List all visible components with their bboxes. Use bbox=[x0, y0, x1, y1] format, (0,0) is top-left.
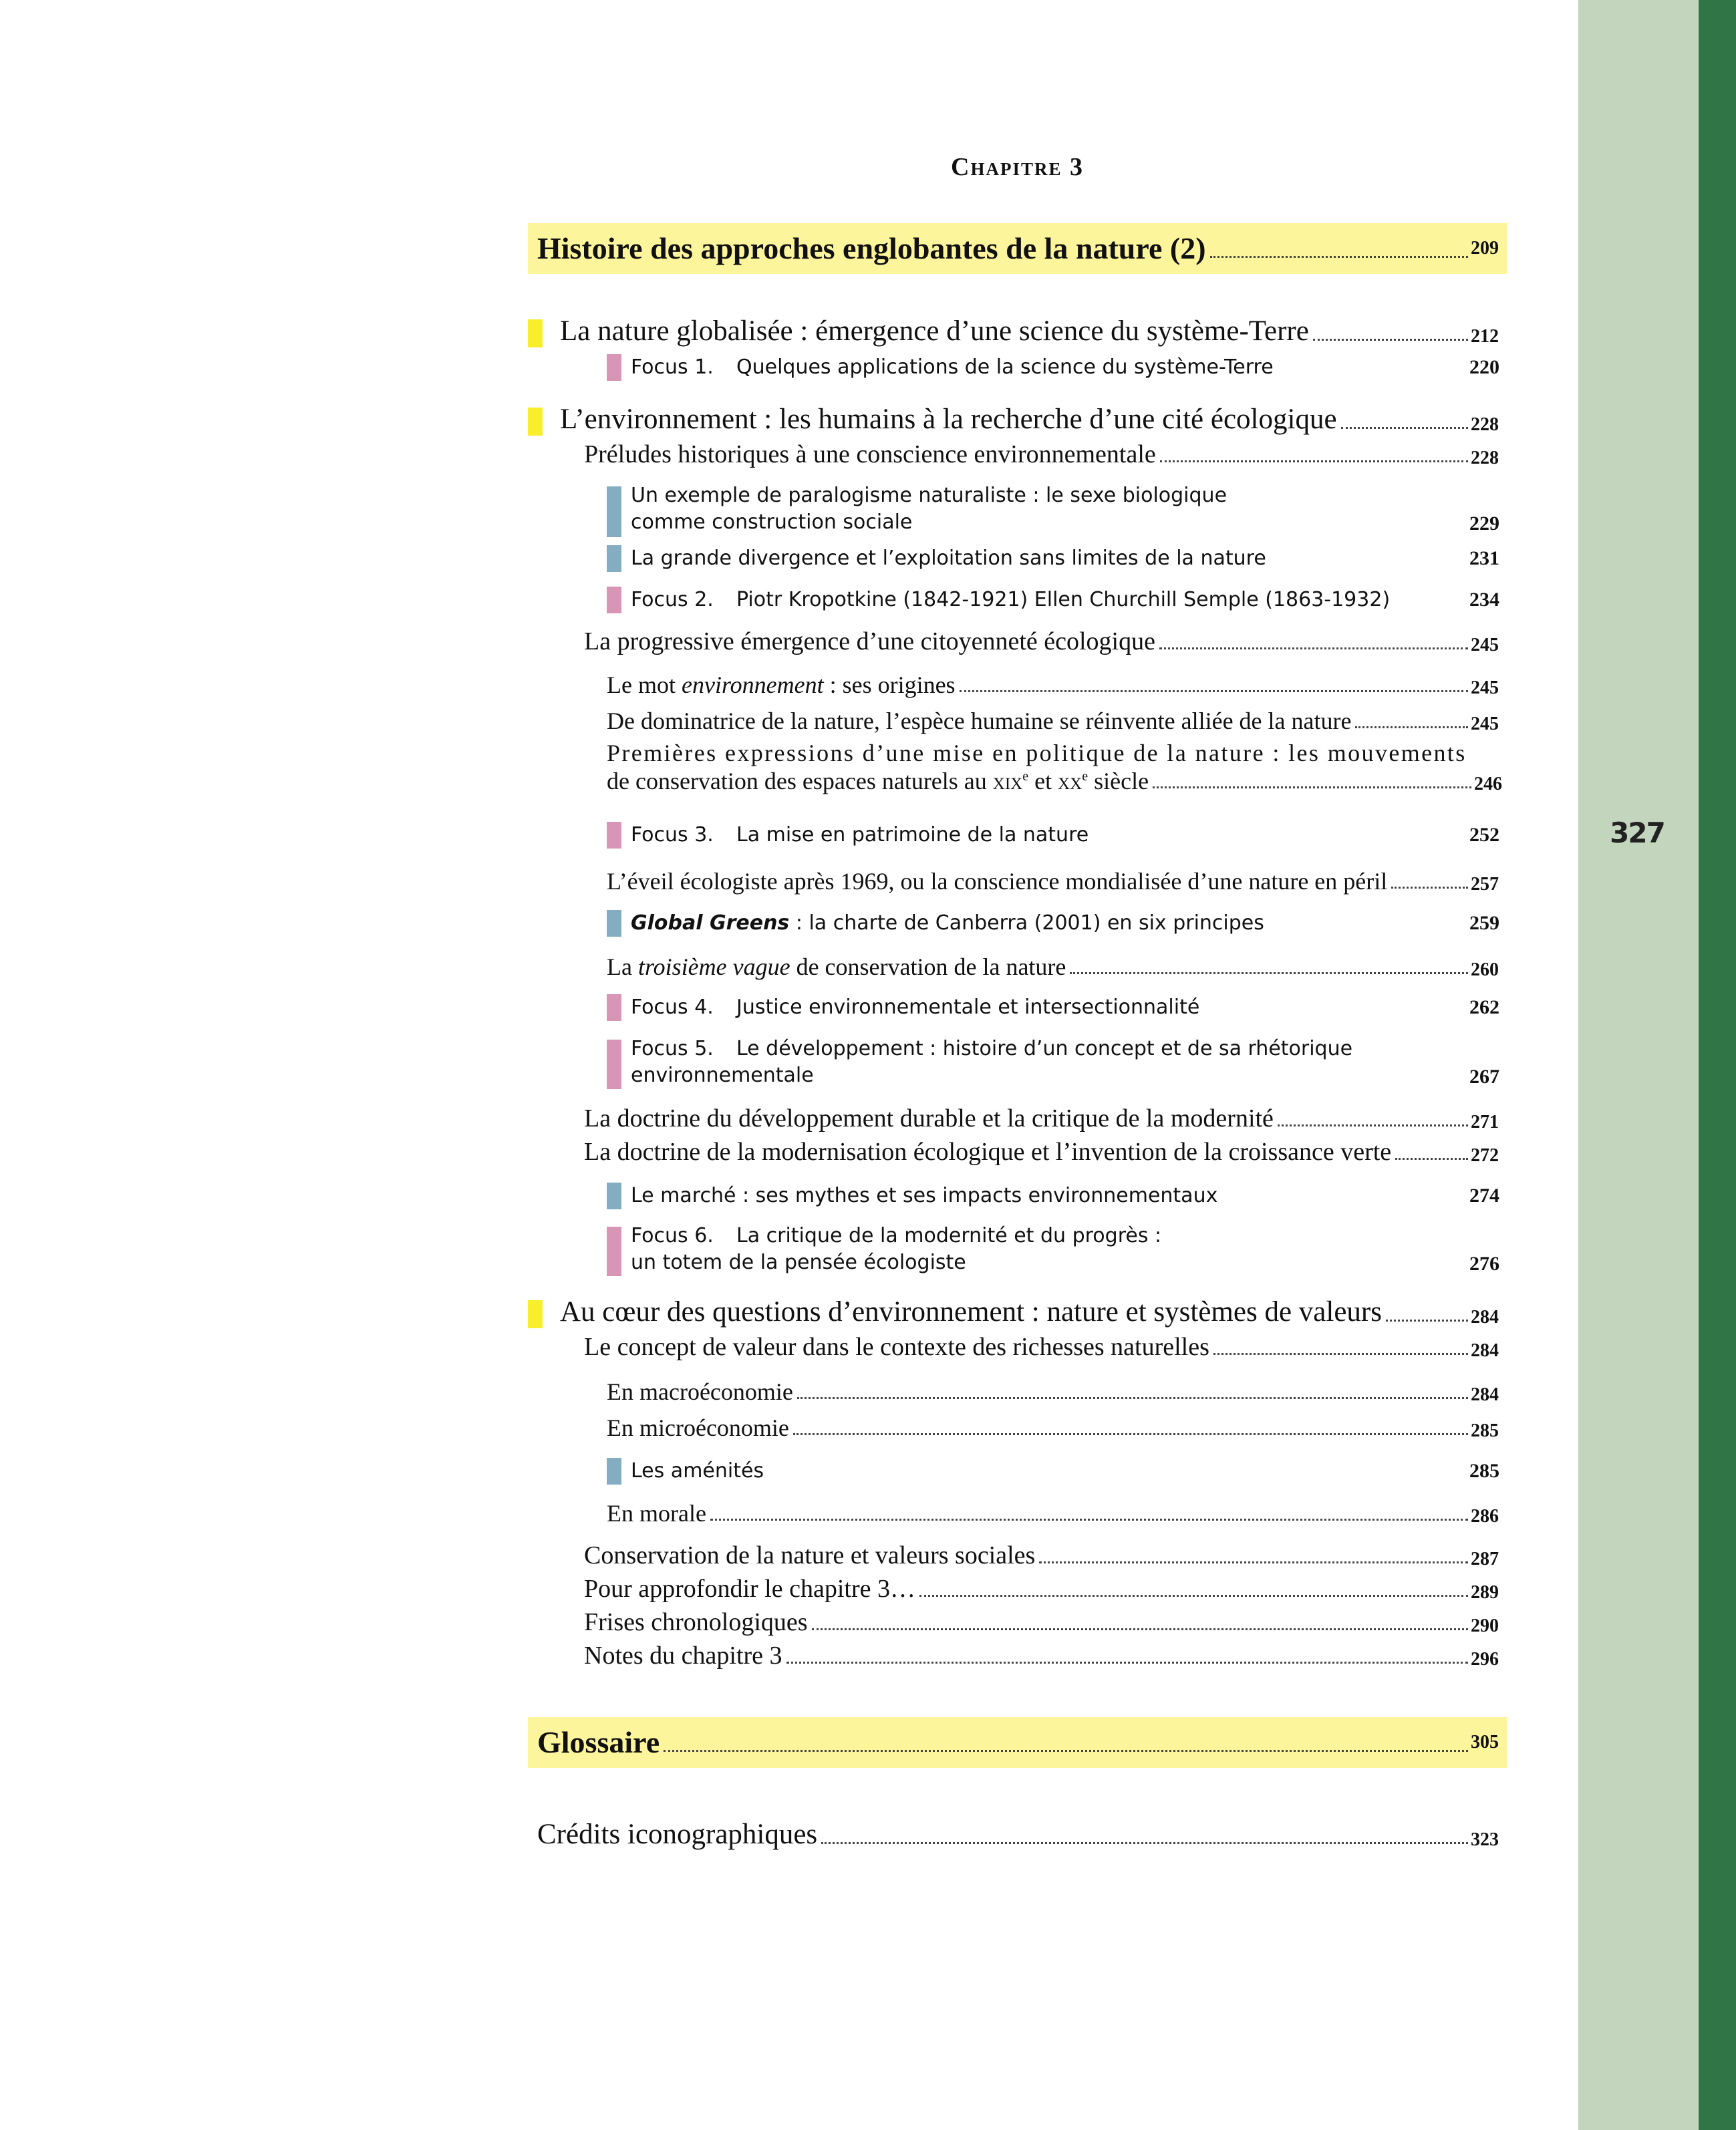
dot-leader bbox=[1210, 256, 1468, 258]
page-ref: 285 bbox=[1471, 1420, 1499, 1441]
subsection-title: Frises chronologiques bbox=[584, 1608, 808, 1636]
item-title: En macroéconomie bbox=[607, 1378, 793, 1405]
page-ref: 305 bbox=[1471, 1732, 1499, 1753]
toc-focus[interactable] bbox=[631, 822, 1499, 849]
toc-item[interactable] bbox=[528, 949, 1507, 981]
page-ref: 220 bbox=[1469, 356, 1499, 378]
subsection-title: La progressive émergence d’une citoyenneté écologique bbox=[584, 627, 1155, 655]
subsection-title: Conservation de la nature et valeurs sociales bbox=[584, 1541, 1036, 1569]
item-title: La troisième vague de conservation de la nature bbox=[607, 953, 1066, 980]
page-ref: 245 bbox=[1471, 635, 1499, 655]
page-ref: 284 bbox=[1471, 1384, 1499, 1405]
toc-subsection[interactable] bbox=[528, 1638, 1507, 1670]
dot-leader bbox=[1391, 887, 1468, 889]
focus-title: Quelques applications de la science du système-Terre bbox=[736, 355, 1274, 379]
toc-subsection[interactable] bbox=[528, 1134, 1507, 1167]
page-ref: 252 bbox=[1469, 824, 1499, 846]
dot-leader bbox=[1341, 427, 1468, 429]
dot-leader bbox=[821, 1842, 1468, 1844]
focus-marker bbox=[607, 587, 621, 613]
chapter-label: Chapitre 3 bbox=[951, 153, 1084, 181]
toc-item[interactable] bbox=[528, 1495, 1507, 1527]
page-ref: 272 bbox=[1471, 1145, 1499, 1166]
page-ref: 286 bbox=[1471, 1506, 1499, 1527]
dot-leader bbox=[1153, 786, 1471, 788]
margin-band-dark bbox=[1699, 0, 1736, 2130]
dot-leader bbox=[1159, 647, 1468, 649]
dot-leader bbox=[664, 1750, 1468, 1752]
encart-marker bbox=[607, 1183, 621, 1209]
chapter-title-banner[interactable] bbox=[528, 223, 1507, 274]
focus-number: Focus 1. bbox=[631, 355, 714, 379]
page-ref: 260 bbox=[1471, 959, 1499, 980]
dot-leader bbox=[1213, 1353, 1468, 1355]
dot-leader bbox=[919, 1595, 1468, 1597]
focus-title-line1: Le développement : histoire d’un concept et de sa rhétorique bbox=[736, 1037, 1353, 1060]
subsection-title: Préludes historiques à une conscience environnementale bbox=[584, 440, 1156, 468]
dot-leader bbox=[1070, 972, 1468, 974]
focus-title: Justice environnementale et intersectionnalité bbox=[736, 996, 1200, 1019]
item-title-line1: Premières expressions d’une mise en politique de la nature : les mouvements bbox=[607, 740, 1467, 766]
focus-marker bbox=[607, 1040, 621, 1089]
credits-title: Crédits iconographiques bbox=[537, 1819, 818, 1850]
page-ref: 296 bbox=[1471, 1649, 1499, 1670]
encart-marker bbox=[607, 545, 621, 572]
item-title: En microéconomie bbox=[607, 1414, 789, 1441]
page-ref: 276 bbox=[1469, 1253, 1499, 1275]
encart-marker bbox=[607, 486, 621, 537]
toc-item[interactable] bbox=[528, 1410, 1507, 1442]
page-ref: 274 bbox=[1469, 1185, 1499, 1207]
dot-leader bbox=[710, 1519, 1468, 1521]
dot-leader bbox=[1160, 460, 1468, 462]
page-ref: 231 bbox=[1469, 547, 1499, 569]
page-ref: 234 bbox=[1469, 589, 1499, 611]
focus-title-line2: un totem de la pensée écologiste bbox=[631, 1251, 966, 1274]
margin-band-light bbox=[1578, 0, 1699, 2130]
toc-focus[interactable] bbox=[631, 354, 1499, 381]
page-ref: 228 bbox=[1471, 448, 1499, 468]
item-title: De dominatrice de la nature, l’espèce humaine se réinvente alliée de la nature bbox=[607, 708, 1352, 734]
dot-leader bbox=[812, 1628, 1468, 1630]
page-ref: 287 bbox=[1471, 1549, 1499, 1569]
toc-encart[interactable] bbox=[631, 910, 1499, 937]
encart-title-line1: Un exemple de paralogisme naturaliste : le sexe biologique bbox=[631, 484, 1227, 507]
encart-title: Le marché : ses mythes et ses impacts environnementaux bbox=[631, 1184, 1218, 1207]
focus-title-line2: environnementale bbox=[631, 1064, 814, 1087]
subsection-title: Notes du chapitre 3 bbox=[584, 1642, 782, 1670]
page-ref: 212 bbox=[1471, 326, 1499, 347]
toc-item[interactable] bbox=[528, 667, 1507, 699]
focus-number: Focus 2. bbox=[631, 588, 714, 611]
toc-subsection[interactable] bbox=[528, 437, 1507, 469]
dot-leader bbox=[793, 1433, 1468, 1435]
encart-title-line2: comme construction sociale bbox=[631, 510, 913, 534]
page-ref: 267 bbox=[1469, 1066, 1499, 1088]
dot-leader bbox=[1039, 1561, 1468, 1563]
focus-number: Focus 6. bbox=[631, 1224, 714, 1247]
toc-subsection[interactable] bbox=[528, 624, 1507, 656]
page-ref: 285 bbox=[1469, 1460, 1499, 1482]
page-ref: 262 bbox=[1469, 996, 1499, 1018]
toc-focus[interactable] bbox=[631, 994, 1499, 1021]
dot-leader bbox=[1355, 726, 1468, 728]
dot-leader bbox=[1386, 1320, 1468, 1322]
toc-subsection[interactable] bbox=[528, 1571, 1507, 1604]
toc-encart[interactable] bbox=[631, 482, 1499, 537]
toc-encart[interactable] bbox=[631, 1458, 1499, 1485]
toc-focus[interactable] bbox=[631, 587, 1499, 613]
focus-title: Piotr Kropotkine (1842-1921) Ellen Churchill Semple (1863-1932) bbox=[736, 588, 1391, 611]
encart-title: Les aménités bbox=[631, 1459, 764, 1483]
toc-section[interactable] bbox=[528, 311, 1507, 347]
dot-leader bbox=[797, 1397, 1468, 1399]
toc-focus[interactable] bbox=[631, 1036, 1499, 1090]
page-ref: 209 bbox=[1471, 238, 1499, 259]
subsection-title: La doctrine de la modernisation écologique et l’invention de la croissance verte bbox=[584, 1138, 1392, 1166]
toc-focus[interactable] bbox=[631, 1223, 1499, 1277]
toc-item[interactable] bbox=[528, 1374, 1507, 1406]
focus-number: Focus 5. bbox=[631, 1037, 714, 1060]
toc-subsection[interactable] bbox=[528, 1538, 1507, 1570]
page-ref: 323 bbox=[1471, 1829, 1499, 1850]
focus-marker bbox=[607, 354, 621, 381]
focus-number: Focus 4. bbox=[631, 996, 714, 1019]
glossary-banner[interactable] bbox=[528, 1717, 1507, 1768]
subsection-title: Pour approfondir le chapitre 3… bbox=[584, 1575, 915, 1603]
toc-section[interactable] bbox=[528, 1292, 1507, 1328]
encart-title: Global Greens : la charte de Canberra (2001) en six principes bbox=[631, 911, 1264, 935]
toc-item[interactable] bbox=[528, 703, 1507, 735]
page-ref: 245 bbox=[1471, 677, 1499, 698]
toc-encart[interactable] bbox=[631, 545, 1499, 572]
item-title: En morale bbox=[607, 1500, 706, 1527]
section-title: La nature globalisée : émergence d’une science du système-Terre bbox=[560, 315, 1309, 347]
focus-marker bbox=[607, 1227, 621, 1276]
page-ref: 289 bbox=[1471, 1582, 1499, 1603]
focus-title: La mise en patrimoine de la nature bbox=[736, 823, 1089, 847]
credits-entry[interactable] bbox=[528, 1813, 1507, 1851]
dot-leader bbox=[1313, 339, 1468, 341]
dot-leader bbox=[960, 690, 1468, 692]
glossary-title: Glossaire bbox=[537, 1725, 660, 1759]
toc-item-multiline[interactable] bbox=[607, 739, 1502, 795]
encart-title: La grande divergence et l’exploitation sans limites de la nature bbox=[631, 547, 1266, 570]
section-title: Au cœur des questions d’environnement : nature et systèmes de valeurs bbox=[560, 1296, 1382, 1328]
toc-encart[interactable] bbox=[631, 1183, 1499, 1209]
page-ref: 245 bbox=[1471, 714, 1499, 734]
toc-subsection[interactable] bbox=[528, 1101, 1507, 1133]
dot-leader bbox=[786, 1662, 1468, 1664]
page-ref: 229 bbox=[1469, 512, 1499, 535]
toc-item[interactable] bbox=[528, 863, 1507, 895]
toc-subsection[interactable] bbox=[528, 1605, 1507, 1637]
item-title: Le mot environnement : ses origines bbox=[607, 671, 956, 698]
toc-subsection[interactable] bbox=[528, 1330, 1507, 1362]
page-number: 327 bbox=[1610, 816, 1665, 849]
focus-marker bbox=[607, 994, 621, 1021]
toc-section[interactable] bbox=[528, 400, 1507, 436]
focus-title-line1: La critique de la modernité et du progrès : bbox=[736, 1224, 1162, 1247]
chapter-title: Histoire des approches englobantes de la nature (2) bbox=[537, 231, 1206, 265]
page-ref: 228 bbox=[1471, 414, 1499, 435]
page-ref: 246 bbox=[1474, 774, 1502, 794]
section-title: L’environnement : les humains à la recherche d’une cité écologique bbox=[560, 404, 1337, 435]
dot-leader bbox=[1278, 1124, 1468, 1126]
focus-marker bbox=[607, 822, 621, 849]
subsection-title: La doctrine du développement durable et la critique de la modernité bbox=[584, 1104, 1274, 1132]
subsection-title: Le concept de valeur dans le contexte des richesses naturelles bbox=[584, 1333, 1209, 1361]
page-ref: 257 bbox=[1471, 874, 1499, 895]
encart-marker bbox=[607, 910, 621, 937]
item-title-line2: de conservation des espaces naturels au xix$^e$ et $xx^e$ siècle bbox=[607, 768, 1149, 794]
page-ref: 259 bbox=[1469, 912, 1499, 934]
page-ref: 284 bbox=[1471, 1340, 1499, 1361]
encart-marker bbox=[607, 1458, 621, 1485]
dot-leader bbox=[1395, 1158, 1468, 1160]
page-ref: 284 bbox=[1471, 1307, 1499, 1328]
page-ref: 271 bbox=[1471, 1112, 1499, 1132]
focus-number: Focus 3. bbox=[631, 823, 714, 847]
page-ref: 290 bbox=[1471, 1616, 1499, 1636]
item-title: L’éveil écologiste après 1969, ou la conscience mondialisée d’une nature en péril bbox=[607, 868, 1388, 895]
